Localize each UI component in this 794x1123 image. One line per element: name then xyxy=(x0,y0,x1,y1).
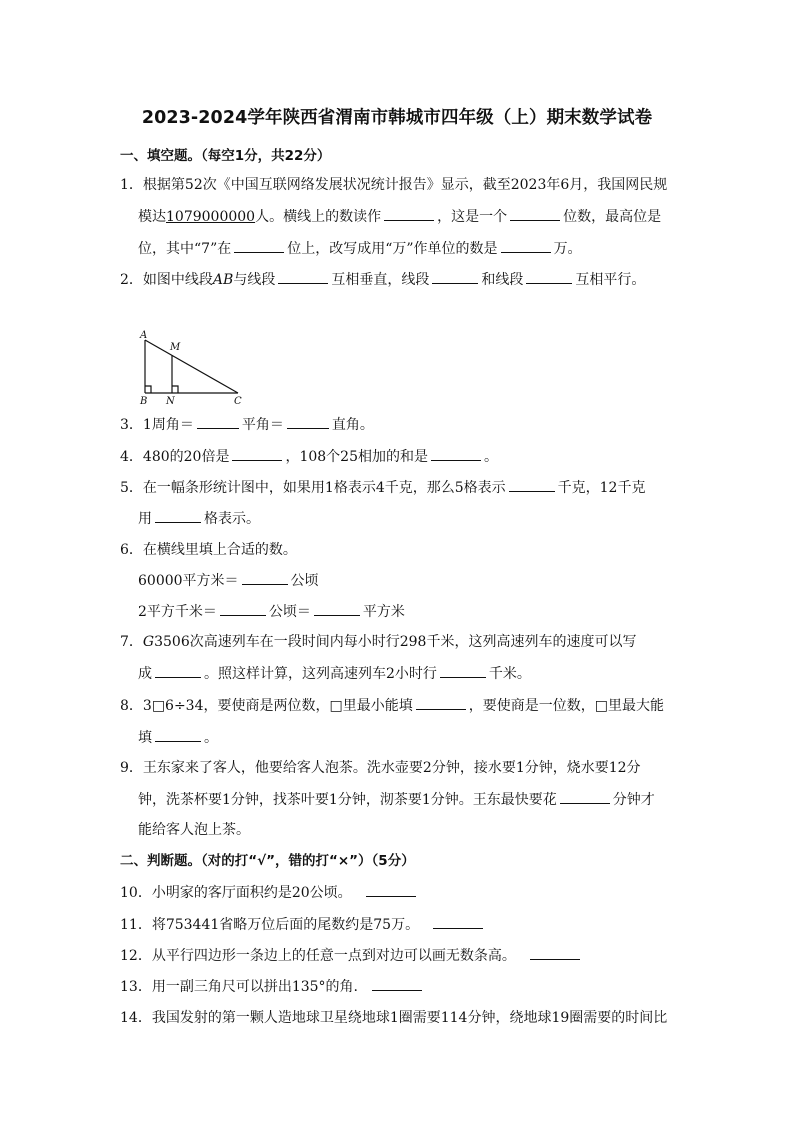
triangle-figure xyxy=(132,326,252,406)
answer-blank[interactable] xyxy=(155,508,201,523)
question-5-line-1: 5．在一幅条形统计图中，如果用1格表示4千克，那么5格表示 千克，12千克 xyxy=(120,477,645,498)
answer-blank[interactable] xyxy=(440,663,486,678)
answer-blank[interactable] xyxy=(372,976,422,991)
underlined-number: 1079000000 xyxy=(166,209,256,225)
question-6-part-1: 60000平方米＝ 公顷 xyxy=(138,570,319,591)
answer-blank[interactable] xyxy=(232,446,282,461)
question-5-line-2: 用 格表示。 xyxy=(138,508,260,529)
question-4: 4．480的20倍是 ，108个25相加的和是 。 xyxy=(120,446,498,467)
label-b: B xyxy=(140,396,148,406)
question-6: 6．在横线里填上合适的数。 xyxy=(120,542,297,558)
question-3: 3．1周角＝ 平角＝ 直角。 xyxy=(120,414,374,435)
answer-blank[interactable] xyxy=(431,446,481,461)
segment-ac xyxy=(145,340,238,393)
section-fill-blank-heading: 一、填空题。（每空1分，共22分） xyxy=(120,148,331,164)
answer-blank[interactable] xyxy=(384,206,434,221)
answer-blank[interactable] xyxy=(234,238,284,253)
exam-title: 2023-2024学年陕西省渭南市韩城市四年级（上）期末数学试卷 xyxy=(141,108,653,128)
label-n: N xyxy=(166,396,175,406)
answer-blank[interactable] xyxy=(526,269,572,284)
question-9-line-2: 钟，洗茶杯要1分钟，找茶叶要1分钟，沏茶要1分钟。王东最快要花 分钟才 xyxy=(138,789,655,810)
answer-blank[interactable] xyxy=(287,414,329,429)
answer-blank[interactable] xyxy=(560,789,610,804)
label-a: A xyxy=(140,330,148,341)
answer-blank[interactable] xyxy=(366,882,416,897)
answer-blank[interactable] xyxy=(530,945,580,960)
answer-blank[interactable] xyxy=(197,414,239,429)
answer-blank[interactable] xyxy=(433,914,483,929)
question-13: 13．用一副三角尺可以拼出135°的角. xyxy=(120,976,425,997)
answer-blank[interactable] xyxy=(501,238,551,253)
label-m: M xyxy=(170,342,181,353)
question-1-line-1: 1．根据第52次《中国互联网络发展状况统计报告》显示，截至2023年6月，我国网民规 xyxy=(120,177,668,193)
question-14: 14．我国发射的第一颗人造地球卫星绕地球1圈需要114分钟，绕地球19圈需要的时间比 xyxy=(120,1010,668,1026)
question-6-part-2: 2平方千米＝ 公顷＝ 平方米 xyxy=(138,601,405,622)
question-12: 12．从平行四边形一条边上的任意一点到对边可以画无数条高。 xyxy=(120,945,583,966)
question-9-line-3: 能给客人泡上茶。 xyxy=(138,822,250,838)
answer-blank[interactable] xyxy=(416,695,466,710)
label-c: C xyxy=(234,396,242,406)
right-angle-mark-n xyxy=(172,386,178,393)
answer-blank[interactable] xyxy=(155,663,201,678)
answer-blank[interactable] xyxy=(314,601,360,616)
answer-blank[interactable] xyxy=(509,477,555,492)
answer-blank[interactable] xyxy=(220,601,266,616)
question-2: 2．如图中线段AB与线段 互相垂直，线段 和线段 互相平行。 xyxy=(120,269,645,290)
right-angle-mark-b xyxy=(145,386,151,393)
question-7-line-1: 7．G3506次高速列车在一段时间内每小时行298千米，这列高速列车的速度可以写 xyxy=(120,634,637,650)
answer-blank[interactable] xyxy=(242,570,288,585)
question-11: 11．将753441省略万位后面的尾数约是75万。 xyxy=(120,914,486,935)
answer-blank[interactable] xyxy=(432,269,478,284)
answer-blank[interactable] xyxy=(278,269,328,284)
question-1-line-3: 位，其中“7”在 位上，改写成用“万”作单位的数是 万。 xyxy=(138,238,582,259)
section-true-false-heading: 二、判断题。（对的打“√”，错的打“×”）（5分） xyxy=(120,853,415,869)
question-9-line-1: 9．王东家来了客人，他要给客人泡茶。洗水壶要2分钟，接水要1分钟，烧水要12分 xyxy=(120,760,641,776)
question-8-line-1: 8．3□6÷34，要使商是两位数，□里最小能填 ，要使商是一位数，□里最大能 xyxy=(120,695,664,716)
question-8-line-2: 填 。 xyxy=(138,727,218,748)
answer-blank[interactable] xyxy=(510,206,560,221)
question-10: 10．小明家的客厅面积约是20公顷。 xyxy=(120,882,419,903)
question-7-line-2: 成 。照这样计算，这列高速列车2小时行 千米。 xyxy=(138,663,531,684)
answer-blank[interactable] xyxy=(155,727,201,742)
question-1-line-2: 模达1079000000人。横线上的数读作 ，这是一个 位数，最高位是 xyxy=(138,206,661,227)
